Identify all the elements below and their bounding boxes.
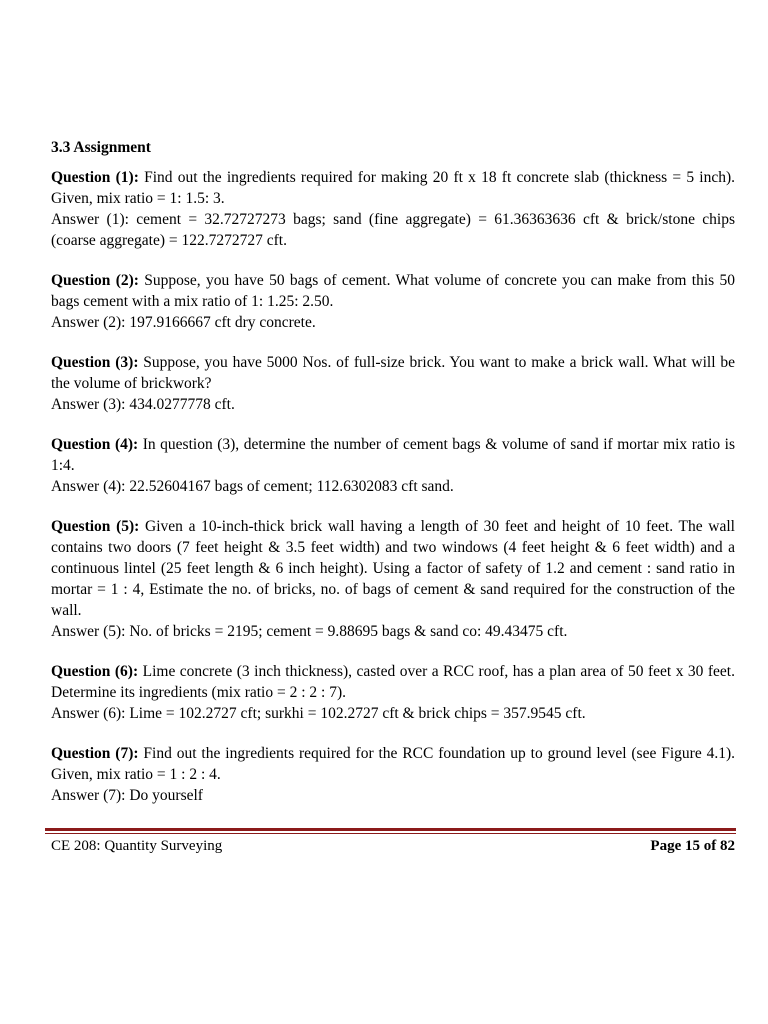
answer-text: Answer (1): cement = 32.72727273 bags; sand (fine aggregate) = 61.36363636 cft & brick/stone chips (coarse aggregate) = 122.7272727 cft. bbox=[51, 211, 735, 249]
question-body: Suppose, you have 50 bags of cement. What volume of concrete you can make from this 50 bags cement with a mix ratio of 1: 1.25: 2.50. bbox=[51, 272, 735, 310]
question-label: Question (3): bbox=[51, 354, 139, 371]
question-body: Lime concrete (3 inch thickness), casted over a RCC roof, has a plan area of 50 feet x 30 feet. Determine its ingredients (mix ratio = 2 : 2 : 7). bbox=[51, 663, 735, 701]
answer-text: Answer (6): Lime = 102.2727 cft; surkhi = 102.2727 cft & brick chips = 357.9545 cft. bbox=[51, 705, 586, 722]
question-block-7 bbox=[51, 743, 735, 806]
question-text bbox=[51, 270, 735, 312]
question-body: Given a 10-inch-thick brick wall having a length of 30 feet and height of 10 feet. The wall contains two doors (7 feet height & 3.5 feet width) and two windows (4 feet height & 6 feet width) and a continuous lintel (25 feet length & 6 inch height). Using a factor of safety of 1.2 and cement : sand ratio in mortar = 1 : 4, Estimate the no. of bricks, no. of bags of cement & sand required for the construction of the wall. bbox=[51, 518, 735, 619]
question-block-2 bbox=[51, 270, 735, 333]
answer-text: Answer (3): 434.0277778 cft. bbox=[51, 396, 235, 413]
answer-text: Answer (5): No. of bricks = 2195; cement = 9.88695 bags & sand co: 49.43475 cft. bbox=[51, 623, 568, 640]
footer-page-number: Page 15 of 82 bbox=[650, 838, 735, 854]
question-block-4 bbox=[51, 434, 735, 497]
question-text bbox=[51, 516, 735, 621]
question-body: Suppose, you have 5000 Nos. of full-size brick. You want to make a brick wall. What will be the volume of brickwork? bbox=[51, 354, 735, 392]
footer-divider bbox=[45, 828, 736, 834]
question-label: Question (7): bbox=[51, 745, 139, 762]
assignment-content bbox=[51, 137, 735, 825]
footer-course-title: CE 208: Quantity Surveying bbox=[51, 838, 223, 854]
page-footer bbox=[51, 838, 735, 855]
question-text bbox=[51, 743, 735, 785]
answer-text: Answer (7): Do yourself bbox=[51, 787, 203, 804]
question-label: Question (1): bbox=[51, 169, 139, 186]
question-body: Find out the ingredients required for making 20 ft x 18 ft concrete slab (thickness = 5 inch). Given, mix ratio = 1: 1.5: 3. bbox=[51, 169, 735, 207]
answer-text: Answer (2): 197.9166667 cft dry concrete. bbox=[51, 314, 316, 331]
question-label: Question (4): bbox=[51, 436, 139, 453]
question-text bbox=[51, 167, 735, 209]
question-text bbox=[51, 434, 735, 476]
question-block-3 bbox=[51, 352, 735, 415]
question-block-5 bbox=[51, 516, 735, 642]
question-label: Question (6): bbox=[51, 663, 139, 680]
question-label: Question (2): bbox=[51, 272, 139, 289]
question-block-6 bbox=[51, 661, 735, 724]
question-body: In question (3), determine the number of cement bags & volume of sand if mortar mix ratio is 1:4. bbox=[51, 436, 735, 474]
question-body: Find out the ingredients required for the RCC foundation up to ground level (see Figure 4.1). Given, mix ratio = 1 : 2 : 4. bbox=[51, 745, 735, 783]
question-label: Question (5): bbox=[51, 518, 140, 535]
question-text bbox=[51, 352, 735, 394]
section-title: 3.3 Assignment bbox=[51, 139, 151, 156]
question-text bbox=[51, 661, 735, 703]
answer-text: Answer (4): 22.52604167 bags of cement; 112.6302083 cft sand. bbox=[51, 478, 454, 495]
question-block-1 bbox=[51, 167, 735, 251]
